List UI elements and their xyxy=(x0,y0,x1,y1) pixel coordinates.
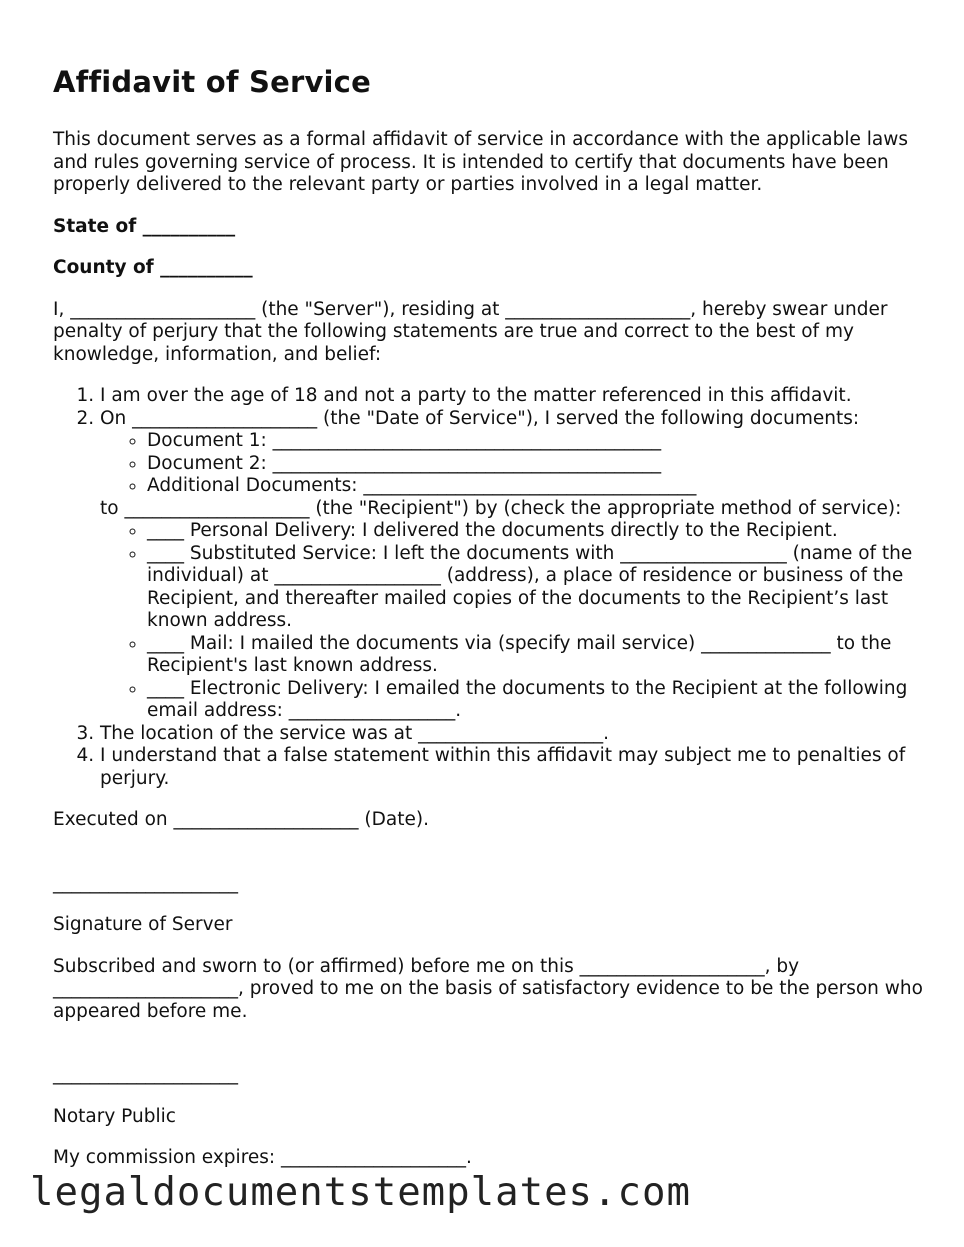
statements-list xyxy=(53,385,923,790)
subscribed-paragraph: Subscribed and sworn to (or affirmed) before me on this ____________________, by ____________________, proved to me on the basis of satisfactory evidence to be the person who appeared before me. xyxy=(53,955,923,1022)
commission-line: My commission expires: ____________________. xyxy=(53,1147,472,1168)
statement-item-2 xyxy=(100,408,923,723)
intro-paragraph: This document serves as a formal affidavit of service in accordance with the applicable laws and rules governing service of process. It is intended to certify that documents have been properly delivered to the relevant party or parties involved in a legal matter. xyxy=(53,129,908,195)
notary-label: Notary Public xyxy=(53,1105,176,1127)
statement-item-1: 1. I am over the age of 18 and not a party to the matter referenced in this affidavit. xyxy=(100,385,923,408)
document-title: Affidavit of Service xyxy=(53,65,371,99)
affidavit-document xyxy=(53,62,923,1189)
statement-item-3: 3. The location of the service was at ____________________. xyxy=(100,723,923,746)
document-item: ◦ Document 1: __________________________________________ xyxy=(147,430,923,453)
signature-label: Signature of Server xyxy=(53,914,233,935)
document-item: ◦ Document 2: __________________________________________ xyxy=(147,453,923,476)
notary-blank: ____________________ xyxy=(53,1064,238,1085)
executed-on-line: Executed on ____________________ (Date). xyxy=(53,809,429,830)
method-mail: ◦ ____ Mail: I mailed the documents via (specify mail service) ______________ to the Recipient's last known address. xyxy=(147,633,923,678)
service-methods-list xyxy=(100,520,923,723)
oath-paragraph: I, ____________________ (the "Server"), residing at ____________________, hereby swear under penalty of perjury that the following statements are true and correct to the best of my knowledge, information, and belief: xyxy=(53,298,888,365)
method-substituted-service: ◦ ____ Substituted Service: I left the documents with __________________ (name of the individual) at __________________ (address), a place of residence or business of the Recipient, and thereafter mailed copies of the documents to the Recipient’s last known address. xyxy=(147,543,923,633)
method-electronic-delivery: ◦ ____ Electronic Delivery: I emailed the documents to the Recipient at the following email address: __________________. xyxy=(147,678,923,723)
state-line: State of __________ xyxy=(53,215,236,237)
county-line: County of __________ xyxy=(53,257,253,278)
date-of-service-line: On ____________________ (the "Date of Service"), I served the following documents: xyxy=(100,407,860,429)
recipient-line: to ____________________ (the "Recipient") by (check the appropriate method of service): xyxy=(100,497,902,519)
document-item: ◦ Additional Documents: ____________________________________ xyxy=(147,475,923,498)
method-personal-delivery: ◦ ____ Personal Delivery: I delivered the documents directly to the Recipient. xyxy=(147,520,923,543)
signature-blank: ____________________ xyxy=(53,872,238,894)
documents-list xyxy=(100,430,923,498)
watermark-text: legaldocumentstemplates.com xyxy=(30,1170,691,1215)
statement-item-4: 4. I understand that a false statement within this affidavit may subject me to penalties of perjury. xyxy=(100,745,923,790)
